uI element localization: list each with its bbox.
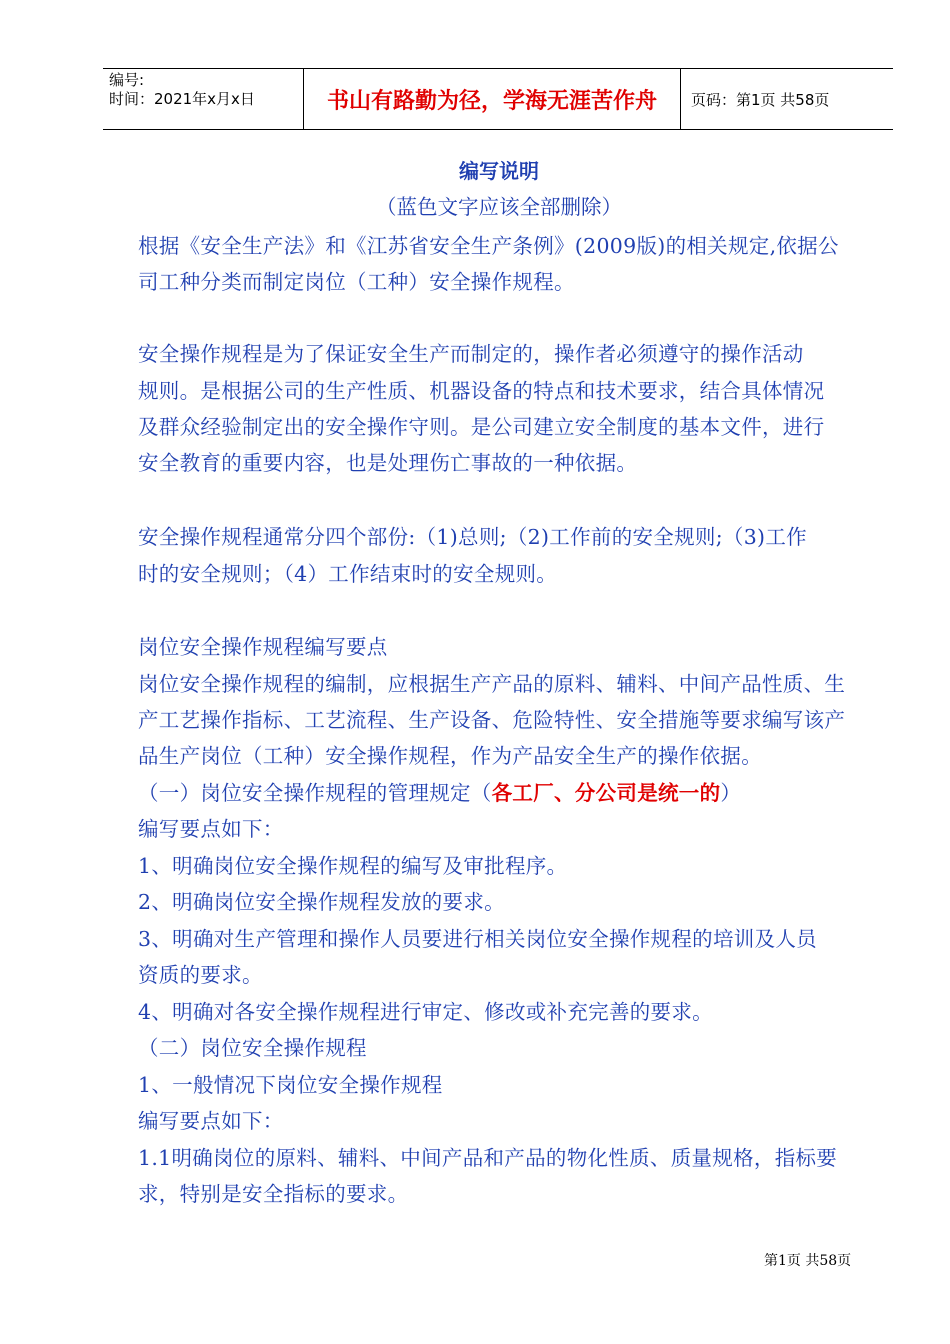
header-slogan-cell bbox=[303, 69, 681, 129]
list-item: 1.1明确岗位的原料、辅料、中间产品和产品的物化性质、质量规格，指标要 bbox=[138, 1146, 838, 1170]
list-item-continued: 求，特别是安全指标的要求。 bbox=[138, 1182, 409, 1206]
paragraph-line: 及群众经验制定出的安全操作守则。是公司建立安全制度的基本文件，进行 bbox=[138, 415, 825, 439]
document-title: 编写说明 bbox=[459, 159, 539, 183]
paragraph-line: 安全教育的重要内容，也是处理伤亡事故的一种依据。 bbox=[138, 451, 638, 475]
heading-red-note: 各工厂、分公司是统一的 bbox=[491, 781, 721, 805]
paragraph-line: 岗位安全操作规程的编制，应根据生产产品的原料、辅料、中间产品性质、生 bbox=[138, 672, 846, 696]
document-subtitle: （蓝色文字应该全部删除） bbox=[376, 195, 622, 219]
slogan: 书山有路勤为径，学海无涯苦作舟 bbox=[326, 88, 657, 114]
paragraph-line: 品生产岗位（工种）安全操作规程，作为产品安全生产的操作依据。 bbox=[138, 744, 762, 768]
paragraph-line: 规则。是根据公司的生产性质、机器设备的特点和技术要求，结合具体情况 bbox=[138, 379, 825, 403]
heading-suffix: ） bbox=[720, 781, 742, 805]
list-item: 4、明确对各安全操作规程进行审定、修改或补充完善的要求。 bbox=[138, 1000, 713, 1024]
list-item: 3、明确对生产管理和操作人员要进行相关岗位安全操作规程的培训及人员 bbox=[138, 927, 817, 951]
section-heading: 岗位安全操作规程编写要点 bbox=[138, 635, 388, 659]
date-label: 时间：2021年x月x日 bbox=[109, 90, 255, 108]
paragraph-line: 根据《安全生产法》和《江苏省安全生产条例》(2009版)的相关规定,依据公 bbox=[138, 234, 839, 258]
paragraph-line: 安全操作规程通常分四个部份:（1)总则;（2)工作前的安全规则;（3)工作 bbox=[138, 525, 807, 549]
management-rules-heading bbox=[138, 776, 741, 806]
paragraph-line: 产工艺操作指标、工艺流程、生产设备、危险特性、安全措施等要求编写该产 bbox=[138, 708, 846, 732]
list-item: 1、明确岗位安全操作规程的编写及审批程序。 bbox=[138, 854, 568, 878]
page-footer: 第1页 共58页 bbox=[764, 1253, 852, 1269]
paragraph-line: 司工种分类而制定岗位（工种）安全操作规程。 bbox=[138, 270, 575, 294]
heading-prefix: （一）岗位安全操作规程的管理规定（ bbox=[138, 781, 492, 805]
subsection-heading: 1、一般情况下岗位安全操作规程 bbox=[138, 1073, 443, 1097]
paragraph-line: 时的安全规则；（4）工作结束时的安全规则。 bbox=[138, 562, 558, 586]
list-item-continued: 资质的要求。 bbox=[138, 963, 263, 987]
paragraph-line: 编写要点如下： bbox=[138, 1109, 284, 1133]
paragraph-line: 安全操作规程是为了保证安全生产而制定的，操作者必须遵守的操作活动 bbox=[138, 342, 804, 366]
section-heading: （二）岗位安全操作规程 bbox=[138, 1036, 367, 1060]
header-meta bbox=[103, 69, 303, 129]
header-page-info: 页码：第1页 共58页 bbox=[691, 90, 830, 109]
list-item: 2、明确岗位安全操作规程发放的要求。 bbox=[138, 890, 505, 914]
code-label: 编号: bbox=[109, 71, 145, 89]
page-header bbox=[103, 68, 893, 130]
paragraph-line: 编写要点如下： bbox=[138, 817, 284, 841]
